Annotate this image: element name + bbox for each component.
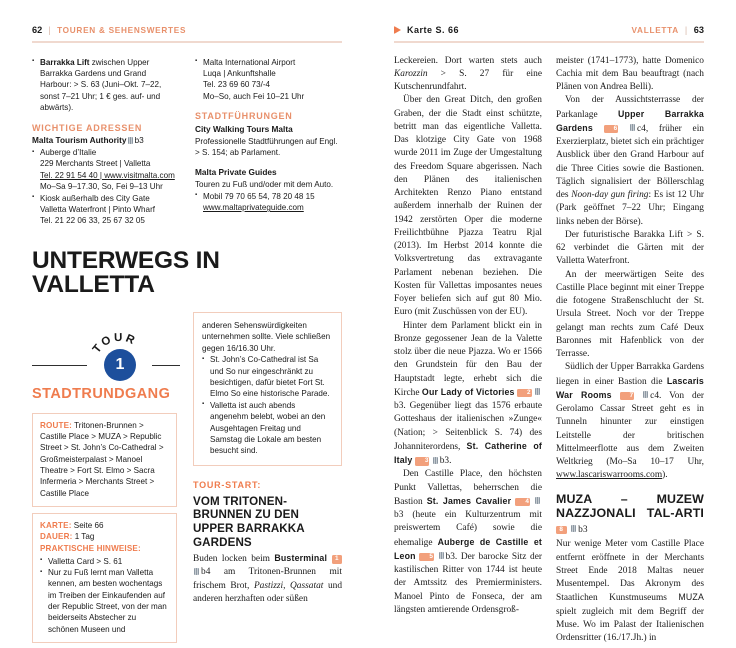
- tours-org-2-contact: [195, 191, 342, 214]
- tour-start-paragraph: [193, 552, 342, 606]
- tour-badge-band: [32, 330, 177, 388]
- address-line: Tel. 21 22 06 33, 25 67 32 05: [40, 216, 145, 226]
- paragraph: meister (1741–1773), hatte Domenico Cachia mit dem Bau beauftragt (nach Plänen von Andrea Belli).: [556, 55, 704, 93]
- list-item: [32, 181, 179, 192]
- folio-right: 63: [693, 25, 704, 35]
- paragraph: [394, 55, 542, 95]
- text-run: > S. 27 für eine Kutschenrundfahrt.: [394, 68, 542, 93]
- tip-text: Nur zu Fuß lernt man Valletta kennen, am besten wochentags im Treiben der Einkaufenden auf der Republic Street, von der man beiderseits Abstecher zu schönen Museen und: [48, 568, 167, 634]
- poi-number-badge: 1: [332, 555, 343, 564]
- airport-list: [195, 57, 342, 103]
- duration-value: 1 Tag: [72, 532, 95, 542]
- duration-line: [40, 531, 169, 542]
- poi-number-badge: 2: [517, 389, 532, 398]
- address-line: 229 Merchants Street | Valletta: [40, 159, 151, 169]
- paragraph: [394, 468, 542, 617]
- body-column-1: [394, 55, 542, 646]
- tours-org-1-desc: Professionelle Stadtführungen auf Engl.: [195, 136, 338, 146]
- running-head-right-group: [631, 25, 704, 35]
- paragraph: Der futuristische Barakka Lift > S. 62 verbindet die Gärten mit der Valletta Waterfront.: [556, 229, 704, 267]
- poi-number-badge: 7: [620, 392, 635, 401]
- tour-badge-column: [32, 312, 177, 643]
- tips-list: [40, 556, 169, 635]
- foreign-term: Noon-day gun firing: [571, 190, 649, 201]
- paragraph: [394, 320, 542, 469]
- airport-name: Malta International Airport: [203, 57, 296, 67]
- addresses-org-ref: b3: [134, 135, 144, 146]
- badge-rule-left: [32, 365, 87, 366]
- tours-org-1-ref: > S. 154; ab Parlament.: [195, 148, 281, 158]
- map-ref: b3: [439, 456, 450, 467]
- page-title: UNTERWEGS IN VALLETTA: [32, 246, 220, 299]
- list-item: [40, 556, 169, 567]
- list-item: [40, 567, 169, 635]
- text-run: Hinter dem Parlament blickt ein in Bronze gegossener Jean de la Valette stolz über die neue Pjazza. Wo er 1566 den Grundstein für den Bau der Hauptstadt legte, erhebt sich die Kirche: [394, 320, 542, 398]
- map-ref-icon: [571, 525, 576, 532]
- airport-line: Tel. 23 69 60 73/-4: [203, 80, 271, 90]
- address-line: Kiosk außerhalb des City Gate: [40, 193, 150, 203]
- paragraph: [193, 552, 342, 606]
- running-head-category: TOUREN & SEHENSWERTES: [57, 25, 187, 35]
- address-line-link[interactable]: Tel. 22 91 54 40 | www.visitmalta.com: [40, 170, 175, 180]
- map-ref-icon: [194, 568, 199, 575]
- poi-number-badge: 6: [604, 125, 619, 134]
- text-run: Nur wenige Meter vom Castille Place entfernt eröffnete in der Merchants Street Ende 2018 Maltas neuer Musentempel. Das Akronym des Staatlichen Kunstmuseums: [556, 539, 704, 604]
- text-run: ).: [662, 470, 668, 481]
- list-item: [32, 193, 179, 204]
- transport-name: Barrakka Lift: [40, 57, 90, 67]
- text-run: ,: [283, 580, 291, 591]
- running-head-left: [32, 22, 342, 38]
- text-run: Südlich der Upper Barrakka Gardens liegen in einer Bastion die: [556, 362, 705, 387]
- note-text: Valletta ist auch abends angenehm belebt, wobei an den Ausgehtagen Freitag und Samstag die Lokale am besten besucht sind.: [210, 400, 326, 456]
- address-line: Valletta Waterfront | Pinto Wharf: [40, 205, 156, 215]
- map-ref-icon: [439, 552, 444, 559]
- svg-text:TOUR: TOUR: [90, 331, 139, 356]
- triangle-icon: [394, 26, 401, 34]
- foreign-term: Qassatat: [290, 580, 324, 591]
- map-ref: b3: [578, 524, 588, 535]
- right-page: [368, 0, 736, 648]
- transport-list: [32, 57, 179, 114]
- poi-name: Upper Barrakka Gardens: [556, 108, 704, 133]
- text-run: , früher ein Exerzierplatz, bietet sich ein prächtiger Ausblick über den Grand Harbour auf die Three Cities sowie die Bastionen. Täglich signalisiert der Böllerschlag des: [556, 123, 704, 201]
- addresses-heading: WICHTIGE ADRESSEN: [32, 122, 143, 133]
- map-ref-icon: [433, 457, 438, 464]
- route-value: Tritonen-Brunnen > Castille Place > MUZA > Republic Street > St. John’s Co-Cathedral > Großmeisterpalast > Manoel Theatre > Fort St. Elmo > Sacra Infermeria > Merchants Street > Castille Place: [40, 420, 164, 498]
- address-list-1: [32, 147, 179, 227]
- poi-number-badge: 8: [556, 526, 567, 535]
- body-columns: [394, 55, 704, 646]
- tours-org-2-desc: Touren zu Fuß und/oder mit dem Auto.: [195, 180, 334, 190]
- tours-org-2: Malta Private Guides: [195, 167, 277, 178]
- body-column-2: [556, 55, 704, 646]
- text-run: .: [449, 456, 452, 467]
- address-line: Auberge d’Italie: [40, 148, 97, 158]
- info-box: [32, 513, 177, 643]
- route-label: ROUTE:: [40, 420, 72, 430]
- list-item: [32, 57, 179, 114]
- map-note: Karte S. 66: [407, 25, 460, 35]
- acronym: MUZA: [678, 592, 704, 603]
- list-item: [195, 57, 342, 68]
- list-item: [195, 79, 342, 90]
- spacer: [195, 102, 342, 111]
- text-run: spielt zugleich mit dem Begriff der Muse. Wo im Palast der Italienischen Ordensritter (16./17.Jh.) in: [556, 606, 704, 644]
- header-rule-right: [394, 41, 704, 43]
- text-run: Buden locken beim: [193, 554, 275, 565]
- airport-line: Mo–So, auch Fei 10–21 Uhr: [203, 91, 305, 101]
- list-item: [195, 68, 342, 79]
- list-item: [32, 170, 179, 181]
- poi-name: St. Catherine of Italy: [394, 440, 542, 466]
- continuation-lead: anderen Sehenswürdigkeiten unternehmen sollte. Viele schließen gegen 16/16.30 Uhr.: [202, 320, 331, 353]
- section-heading: [556, 492, 704, 538]
- tours-org-1: City Walking Tours Malta: [195, 123, 293, 134]
- text-run: am Tritonen-Brunnen mit frischem Brot,: [193, 567, 342, 591]
- poi-name: Our Lady of Victories: [421, 386, 515, 397]
- section-heading-text: MUZA – MUZEW NAZZJONALI TAL-ARTI: [556, 491, 704, 521]
- paragraph: Über den Great Ditch, den großen Graben, der die Stadt einst schützte, betritt man das eigentliche Valletta. Das klotzige City Gate von 1968 wurde 2011 im Zuge der Umgestaltung des Freedom Square abgerissen. Nach den Plänen des italienischen Architekten Renzo Piano entstand außerdem innerhalb der Ruinen der 1942 zerstörten Oper die moderne Freilichtbühne Pjazza Teatru Rjal (2013). Im Herbst 2014 konnte die Volksvertretung das extravagante Parlament nebenan beziehen. Die Kosten für Vallettas imposantes neues Foyer beliefen sich auf gut 80 Mio. Euro (mit Zuschüssen von der EU).: [394, 95, 542, 318]
- tour-start-label: TOUR-START:: [193, 479, 262, 490]
- tour-notes-column: [193, 312, 342, 643]
- text-run: Von der Aussichtsterrasse der Parkanlage: [556, 95, 704, 120]
- paragraph: An der meerwärtigen Seite des Castille Place beginnt mit einer Treppe die fotogene Straßenschlucht der St. Ursula Street. Noch vor der Treppe gelangt man rechts zum Café Deux Baronnes mit Hafenblick von der Terrasse.: [556, 269, 704, 360]
- running-head-location: VALLETTA: [631, 25, 679, 35]
- folio-left: 62: [32, 25, 43, 35]
- map-ref-icon: [630, 124, 635, 131]
- spacer: [195, 158, 342, 167]
- poi-number-badge: 5: [419, 553, 434, 562]
- list-item: [195, 202, 342, 213]
- badge-rule-right: [152, 365, 180, 366]
- tour-badge: [87, 332, 153, 388]
- map-ref-icon: [643, 391, 648, 398]
- list-item: [195, 191, 342, 202]
- text-run: : Es ist 12 Uhr (Park geöffnet 7–22 Uhr; Eingang links neben der Börse).: [556, 190, 705, 227]
- map-label: KARTE:: [40, 520, 72, 530]
- contact-line: Mobil 79 70 65 54, 78 20 48 15: [203, 191, 315, 201]
- list-item: [32, 147, 179, 158]
- map-value: Seite 66: [71, 520, 104, 530]
- text-run: . Von der Gerolamo Cassar Street geht es in Tunneln hinunter zur einstigen Leitstelle der britischen Mittelmeerflotte aus dem Zweiten Weltkrieg (Mo–Sa 10–17 Uhr,: [556, 390, 704, 468]
- continuation-box: [193, 312, 342, 466]
- text-run: Leckereien. Dort warten stets auch: [394, 55, 542, 66]
- text-run: . Der barocke Sitz der kastilischen Ritter von 1744 ist heute der Amtssitz des Premierministers. Manoel Pinto de Fonseca, der am längsten amtierende Ordensgroß-: [394, 551, 543, 615]
- map-line: [40, 520, 169, 531]
- poi-name: Busterminal: [274, 553, 328, 564]
- text-run: Den Castille Place, den höchsten Punkt Vallettas, beherrschen die Bastion: [394, 469, 542, 507]
- spacer: [32, 114, 179, 123]
- web-link[interactable]: www.lascariswarrooms.com: [556, 470, 663, 481]
- map-ref-icon: [128, 137, 133, 144]
- poi-number-badge: 4: [515, 498, 530, 507]
- poi-name: Lascaris War Rooms: [556, 375, 704, 400]
- running-head-separator: |: [684, 25, 688, 35]
- tour-start-heading: VOM TRITONEN-BRUNNEN ZU DEN UPPER BARRAKKA GARDENS: [193, 494, 305, 549]
- info-columns: [32, 57, 342, 227]
- addresses-org-name: Malta Tourism Authority: [32, 135, 127, 146]
- poi-name: Auberge de Castille et Leon: [394, 536, 543, 561]
- list-item: [195, 91, 342, 102]
- list-item: [32, 204, 179, 215]
- airport-line: Luqa | Ankunftshalle: [203, 69, 276, 78]
- header-rule-left: [32, 41, 342, 43]
- text-run: (heute ein Kulturzentrum mit preiswertem Café) sowie die ehemalige: [394, 510, 542, 548]
- contact-link[interactable]: www.maltaprivateguide.com: [203, 203, 304, 213]
- list-item: [32, 158, 179, 169]
- list-item: [202, 400, 333, 457]
- tips-label: PRAKTISCHE HINWEISE:: [40, 543, 141, 553]
- running-head-right: [394, 22, 704, 38]
- info-column-right: [195, 57, 342, 227]
- route-text: [40, 420, 169, 499]
- map-ref: b3: [394, 510, 404, 521]
- info-column-left: [32, 57, 179, 227]
- tour-header-row: [32, 312, 342, 643]
- map-ref: b3: [445, 551, 455, 562]
- transport-detail: zwischen Upper Barrakka Gardens und Grand Harbour: > S. 63 (Juni–Okt. 7–22, sonst 7–21 Uhr; 1 € ges. auf- und abwärts).: [40, 57, 162, 113]
- map-ref: b4: [201, 567, 211, 578]
- tour-number: 1: [104, 349, 136, 381]
- map-ref: c4: [650, 390, 660, 401]
- list-item: [32, 215, 179, 226]
- tours-heading: STADTFÜHRUNGEN: [195, 111, 293, 122]
- paragraph: [556, 538, 704, 645]
- duration-label: DAUER:: [40, 532, 73, 542]
- running-head-separator: |: [48, 25, 52, 35]
- route-box: [32, 413, 177, 507]
- map-ref: c4: [636, 123, 646, 134]
- addresses-org: [32, 135, 179, 146]
- map-ref-icon: [535, 497, 540, 504]
- list-item: [202, 354, 333, 400]
- text-run: . Gegenüber liegt das 1576 erbaute Gotteshaus der italienischen »Zunge« (Nation; > Seitenblick S. 74) des Johanniterordens,: [394, 401, 542, 452]
- text-run: und anderen herzhaften oder süßen: [193, 580, 342, 604]
- map-ref: b3: [394, 401, 404, 412]
- address-line: Mo–Sa 9–17.30, So, Fei 9–13 Uhr: [40, 182, 163, 192]
- continuation-list: [202, 354, 333, 457]
- map-ref-icon: [535, 388, 540, 395]
- paragraph: [556, 361, 704, 482]
- foreign-term: Pastizzi: [253, 580, 284, 591]
- foreign-term: Karozzin: [394, 68, 428, 79]
- paragraph: [556, 94, 704, 229]
- tour-name: STADTRUNDGANG: [32, 385, 171, 402]
- poi-number-badge: 3: [415, 457, 430, 466]
- poi-name: St. James Cavalier: [426, 495, 512, 506]
- note-text: St. John’s Co-Cathedral ist Sa und So nur eingeschränkt zu besichtigen, dafür bietet Fort St. Elmo So eine historische Parade.: [210, 355, 330, 399]
- tip-text: Valletta Card > S. 61: [48, 556, 123, 566]
